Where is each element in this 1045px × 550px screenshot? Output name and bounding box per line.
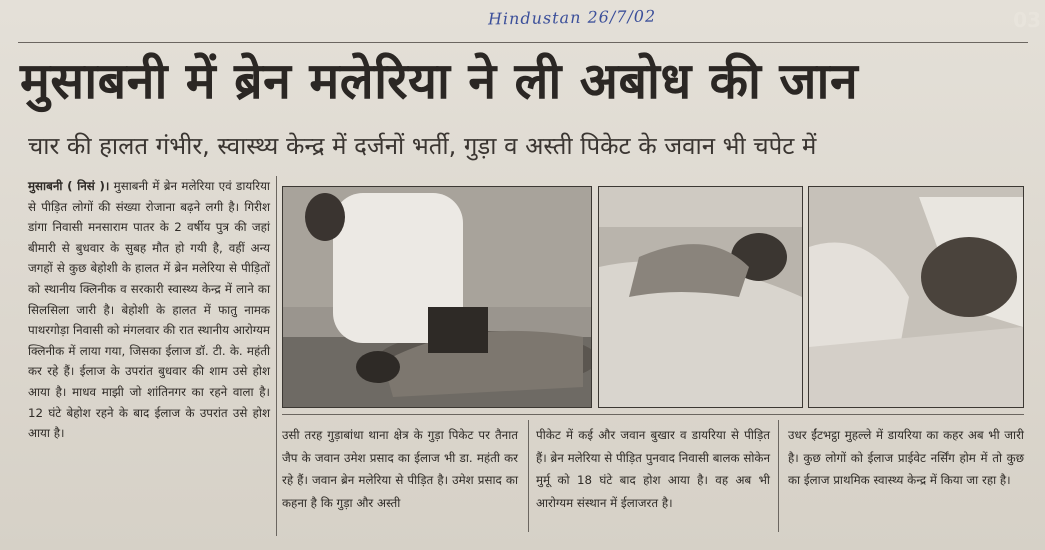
column-divider-3 [778, 420, 779, 532]
photo-patient-closeup [808, 186, 1024, 408]
photo-patient-lying-on-bed [598, 186, 803, 408]
handwritten-note: Hindustan 26/7/02 [487, 6, 657, 29]
article-dateline: मुसाबनी ( निसं )। [28, 179, 110, 193]
column-divider-left [276, 176, 277, 536]
article-body-column-4: उधर ईंटभट्ठा मुहल्ले में डायरिया का कहर अब भी जारी है। कुछ लोगों को ईलाज प्राईवेट नर्सिंग होम में तो कुछ का ईलाज प्राथमिक स्वास्थ्य केन्द्र में किया जा रहा है। [788, 428, 1024, 487]
photo-patient-closeup-graphic [809, 187, 1023, 407]
photo-doctor-examining-patient-graphic [283, 187, 591, 407]
article-body-column-1 [28, 176, 270, 444]
column-divider-2 [528, 420, 529, 532]
article-body-column-2: उसी तरह गुड़ाबांधा थाना क्षेत्र के गुड़ा पिकेट पर तैनात जैप के जवान उमेश प्रसाद का ईलाज भी डा. महंती कर रहे हैं। जवान ब्रेन मलेरिया से पीड़ित है। उमेश प्रसाद का कहना है कि गुड़ा और अस्ती [282, 428, 518, 510]
photo-patient-lying-on-bed-graphic [599, 187, 802, 407]
article-body-main: मुसाबनी में ब्रेन मलेरिया एवं डायरिया से पीड़ित लोगों की संख्या रोजाना बढ़ने लगी है। गिरीश डांगा निवासी मनसाराम पातर के 2 वर्षीय पुत्र की जहां बीमारी से बुधवार के सुबह मौत हो गयी है, वहीं अन्य जगहों से कुछ बेहोशी के हालत में ब्रेन मलेरिया से पीड़ितों को स्थानीय क्लिनीक व सरकारी स्वास्थ्य केन्द्र में लाने का सिलसिला जारी है। बेहोशी के हालत में फातु नामक पाथरगोड़ा निवासी को मंगलवार की रात स्थानीय आरोग्यम क्लिनीक में लाया गया, जिसका ईलाज डॉ. टी. के. महंती कर रहे हैं। ईलाज के उपरांत बुधवार की शाम उसे होश आया है। माधव माझी जो शांतिनगर का रहने वाला है। 12 घंटे बेहोश रहने के बाद ईलाज के उपरांत उसे होश आया है। [28, 179, 270, 441]
article-body-column-3: पीकेट में कई और जवान बुखार व डायरिया से पीड़ित हैं। ब्रेन मलेरिया से पीड़ित पुनवाद निवासी बालक सोकेन मुर्मू को 18 घंटे बाद होश आया है। वह अब भी आरोग्यम संस्थान में ईलाजरत है। [536, 428, 770, 510]
photo-doctor-examining-patient [282, 186, 592, 408]
article-subheadline: चार की हालत गंभीर, स्वास्थ्य केन्द्र में दर्जनों भर्ती, गुड़ा व अस्ती पिकेट के जवान भी चपेट में [28, 132, 817, 160]
article-headline: मुसाबनी में ब्रेन मलेरिया ने ली अबोध की जान [20, 52, 859, 110]
page-number: 03 [1013, 8, 1041, 32]
photo-bottom-rule [282, 414, 1024, 415]
top-rule [18, 42, 1028, 43]
